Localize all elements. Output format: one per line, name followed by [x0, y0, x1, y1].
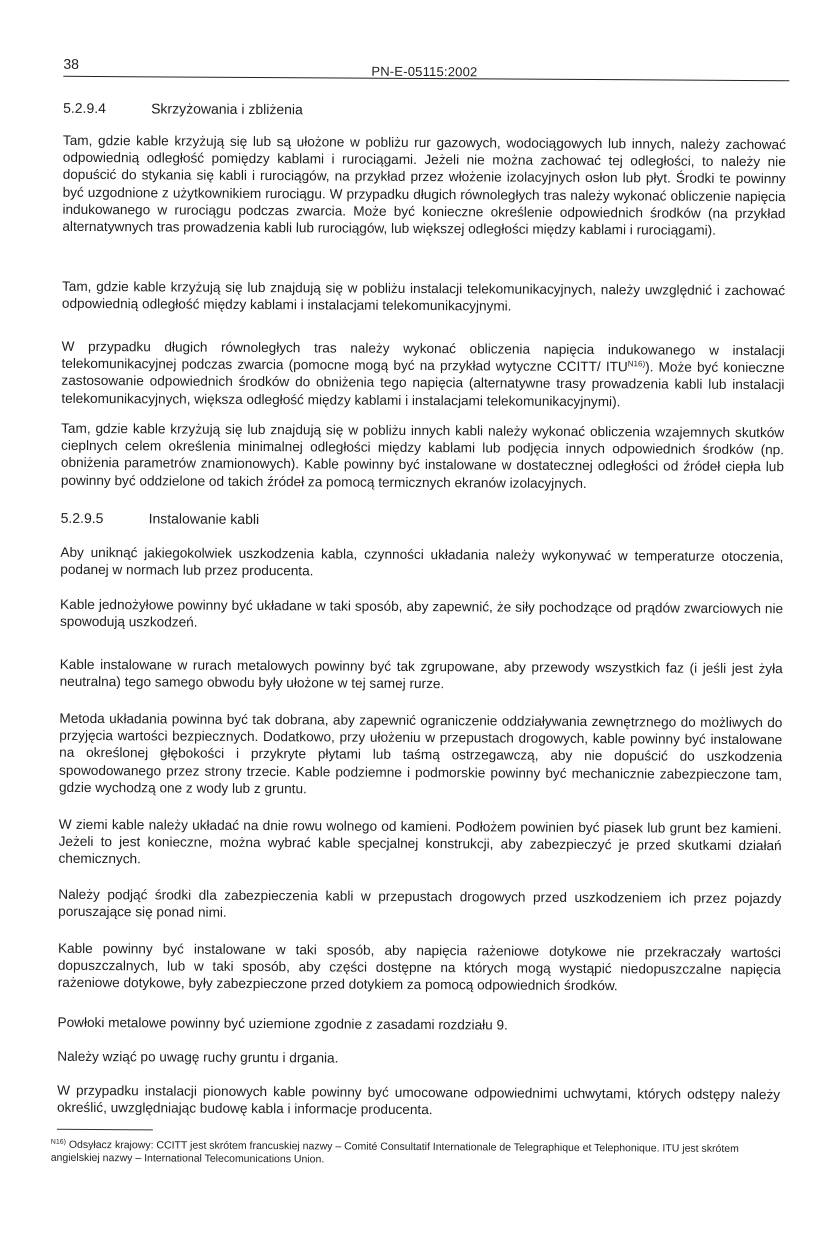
paragraph: W przypadku instalacji pionowych kable powinny być umocowane odpowiednimi uchwytami, których odstępy należy określić, uwzględniając budowę kabla i informacje producenta.: [56, 1082, 781, 1118]
section-heading-5-2-9-4: [63, 100, 303, 117]
paragraph: Powłoki metalowe powinny być uziemione zgodnie z zasadami rozdziału 9.: [57, 1014, 508, 1033]
footnote-rule: [57, 1129, 153, 1131]
section-title: Instalowanie kabli: [148, 510, 260, 528]
paragraph: Kable powinny być instalowane w taki sposób, aby napięcia rażeniowe dotykowe nie przekraczały wartości dopuszczalnych, lub w taki sposób, aby części dostępne na których mogą wystąpić niedopuszczalne napięcia rażeniowe dotykowe, były zabezpieczone przed dotykiem za pomocą odpowiednich środków.: [57, 940, 782, 994]
section-number: 5.2.9.4: [63, 99, 106, 117]
paragraph-text: ). Może być konieczne zastosowanie odpowiednich środków do obniżenia tego napięcia (alternatywne trasy prowadzenia kabli lub instalacji telekomunikacyjnych, większa odległość między kablami i instalacjami telekomunikacyjnymi).: [61, 359, 785, 409]
section-number: 5.2.9.5: [60, 509, 104, 527]
section-title: Skrzyżowania i zbliżenia: [151, 100, 303, 118]
paragraph: W ziemi kable należy układać na dnie rowu wolnego od kamieni. Podłożem powinien być piasek lub grunt bez kamieni. Jeżeli to jest konieczne, można wybrać kable specjalnej konstrukcji, aby zabezpieczyć je przed skutkami działań chemicznych.: [58, 816, 782, 867]
paragraph: Aby uniknąć jakiegokolwiek uszkodzenia kabla, czynności układania należy wykonywać w temperaturze otoczenia, podanej w normach lub przez producenta.: [60, 544, 784, 579]
paragraph: Kable instalowane w rurach metalowych powinny być tak zgrupowane, aby przewody wszystkich faz (i jeśli jest żyła neutralna) tego samego obwodu były ułożone w tej samej rurze.: [59, 656, 783, 692]
paragraph: Tam, gdzie kable krzyżują się lub są ułożone w pobliżu rur gazowych, wodociągowych lub innych, należy zachować odpowiednią odległość pomiędzy kablami i rurociągami. Jeżeli nie można zachować tej odległości, to należy nie dopuścić do stykania się kabli i rurociągów, na przykład przez włożenie izolacyjnych osłon lub płyt. Środki te powinny być uzgodnione z użytkownikiem rurociągu. W przypadku długich równoległych tras należy wykonać obliczenie napięcia indukowanego w rurociągu podczas zwarcia. Może być konieczne określenie odpowiednich środków (na przykład alternatywnych tras prowadzenia kabli lub rurociągów, lub większej odległości między kablami i rurociągami).: [62, 132, 786, 238]
footnote-text: Odsyłacz krajowy: CCITT jest skrótem francuskiej nazwy – Comité Consultatif Internationale de Telegraphique et Telephonique. ITU jest skrótem angielskiej nazwy – International Telecomunications Union.: [50, 1138, 739, 1166]
footnote: [51, 1136, 781, 1169]
page-number: 38: [63, 55, 80, 72]
paragraph: Należy wziąć po uwagę ruchy gruntu i drgania.: [57, 1048, 339, 1066]
footnote-mark: N16): [50, 1138, 67, 1146]
paragraph: Tam, gdzie kable krzyżują się lub znajdują się w pobliżu instalacji telekomunikacyjnych, należy uwzględnić i zachować odpowiednią odległość między kablami i instalacjami telekomunikacyjnymi.: [61, 278, 786, 314]
footnote-reference: N16): [627, 359, 646, 369]
paragraph: Tam, gdzie kable krzyżują się lub znajdują się w pobliżu innych kabli należy wykonać obliczenia wzajemnych skutków cieplnych celem określenia minimalnej odległości między kablami lub podjęcia innych odpowiednich środków (np. obniżenia parametrów znamionowych). Kable powinny być instalowane w dostatecznej odległości od źródeł ciepła lub powinny być oddzielone od takich źródeł za pomocą termicznych ekranów izolacyjnych.: [60, 420, 785, 491]
paragraph: [61, 338, 784, 411]
paragraph-text: W przypadku długich równoległych tras należy wykonać obliczenia napięcia indukowanego w instalacji telekomunikacyjnej podczas zwarcia (pomocne mogą być na przykład wytyczne CCITT/ ITU: [61, 338, 785, 375]
paragraph: Kable jednożyłowe powinny być układane w taki sposób, aby zapewnić, że siły pochodzące od prądów zwarciowych nie spowodują uszkodzeń.: [59, 596, 784, 630]
section-heading-5-2-9-5: [61, 510, 260, 527]
paragraph: Metoda układania powinna być tak dobrana, aby zapewnić ograniczenie oddziaływania zewnętrznego do możliwych do przyjęcia wartości bezpiecznych. Dodatkowo, przy ułożeniu w przepustach drogowych, kable powinny być instalowane na określonej głębokości i przykryte płytami lub taśmą ostrzegawczą, aby nie dopuścić do uszkodzenia spowodowanego przez strony trzecie. Kable podziemne i podmorskie powinny być mechanicznie zabezpieczone tam, gdzie wychodzą one z wody lub z gruntu.: [58, 710, 783, 797]
standard-designation: PN-E-05115:2002: [371, 63, 478, 80]
paragraph: Należy podjąć środki dla zabezpieczenia kabli w przepustach drogowych przed uszkodzeniem ich przez pojazdy poruszające się ponad nimi.: [58, 886, 782, 921]
